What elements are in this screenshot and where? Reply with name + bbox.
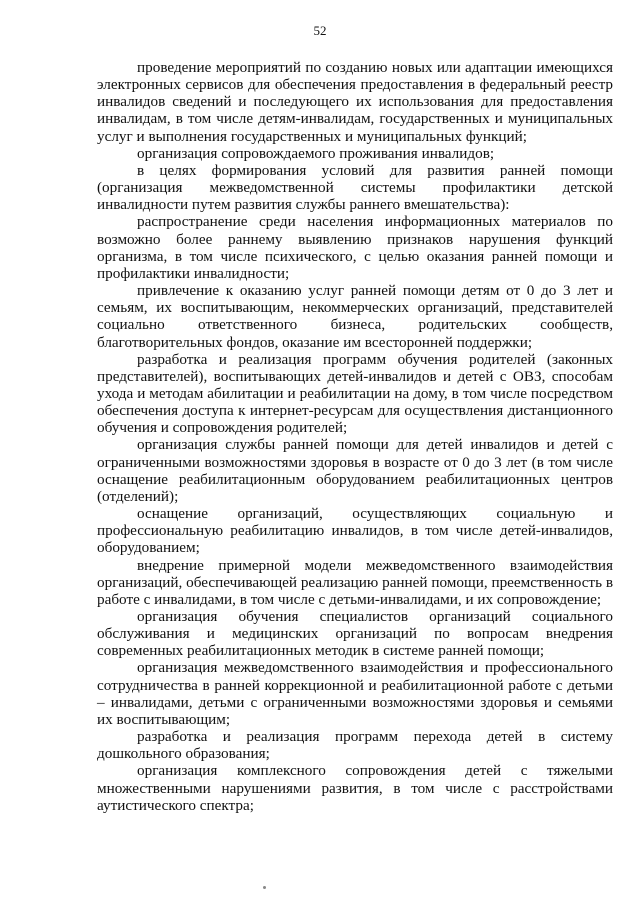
paragraph: разработка и реализация программ перехода детей в систему дошкольного образования; <box>97 728 613 763</box>
document-body <box>97 59 613 814</box>
paragraph: привлечение к оказанию услуг ранней помощи детям от 0 до 3 лет и семьям, их воспитывающим, некоммерческих организаций, представителей социально ответственного бизнеса, родительских сообществ, благотворительных фондов, оказание им всесторонней поддержки; <box>97 282 613 351</box>
scan-speck <box>263 886 266 889</box>
paragraph: организация сопровождаемого проживания инвалидов; <box>137 144 495 162</box>
paragraph: внедрение примерной модели межведомственного взаимодействия организаций, обеспечивающей реализацию ранней помощи, преемственность в работе с инвалидами, в том числе с детьми-инвалидами, и их сопровождение; <box>97 556 613 608</box>
page-number: 52 <box>313 23 327 38</box>
paragraph: организация комплексного сопровождения детей с тяжелыми множественными нарушениями развития, в том числе с расстройствами аутистического спектра; <box>97 762 613 814</box>
paragraph: организация службы ранней помощи для детей инвалидов и детей с ограниченными возможностями здоровья в возрасте от 0 до 3 лет (в том числе оснащение реабилитационным оборудованием реабилитационных центров (отделений); <box>97 436 613 505</box>
paragraph: разработка и реализация программ обучения родителей (законных представителей), воспитывающих детей-инвалидов и детей с ОВЗ, способам ухода и методам абилитации и реабилитации на дому, в том числе посредством обеспечения доступа к интернет-ресурсам для осуществления дистанционного обучения и сопровождения родителей; <box>97 350 613 437</box>
paragraph: организация обучения специалистов организаций социального обслуживания и медицинских организаций по вопросам внедрения современных реабилитационных методик в системе ранней помощи; <box>97 608 613 660</box>
paragraph: распространение среди населения информационных материалов по возможно более раннему выявлению признаков нарушения функций организма, в том числе психического, с целью оказания ранней помощи и профилактики инвалидности; <box>97 213 613 282</box>
paragraph: организация межведомственного взаимодействия и профессионального сотрудничества в ранней коррекционной и реабилитационной работе с детьми – инвалидами, детьми с ограниченными возможностями здоровья и семьями их воспитывающим; <box>97 659 613 728</box>
paragraph: оснащение организаций, осуществляющих социальную и профессиональную реабилитацию инвалидов, в том числе детей-инвалидов, оборудованием; <box>97 505 613 557</box>
paragraph: проведение мероприятий по созданию новых или адаптации имеющихся электронных сервисов для обеспечения предоставления в федеральный реестр инвалидов сведений и последующего их использования для предоставления инвалидам, в том числе детям-инвалидам, государственных и муниципальных услуг и выполнения государственных и муниципальных функций; <box>97 59 613 145</box>
paragraph: в целях формирования условий для развития ранней помощи (организация межведомственной системы профилактики детской инвалидности путем развития службы раннего вмешательства): <box>97 161 613 214</box>
